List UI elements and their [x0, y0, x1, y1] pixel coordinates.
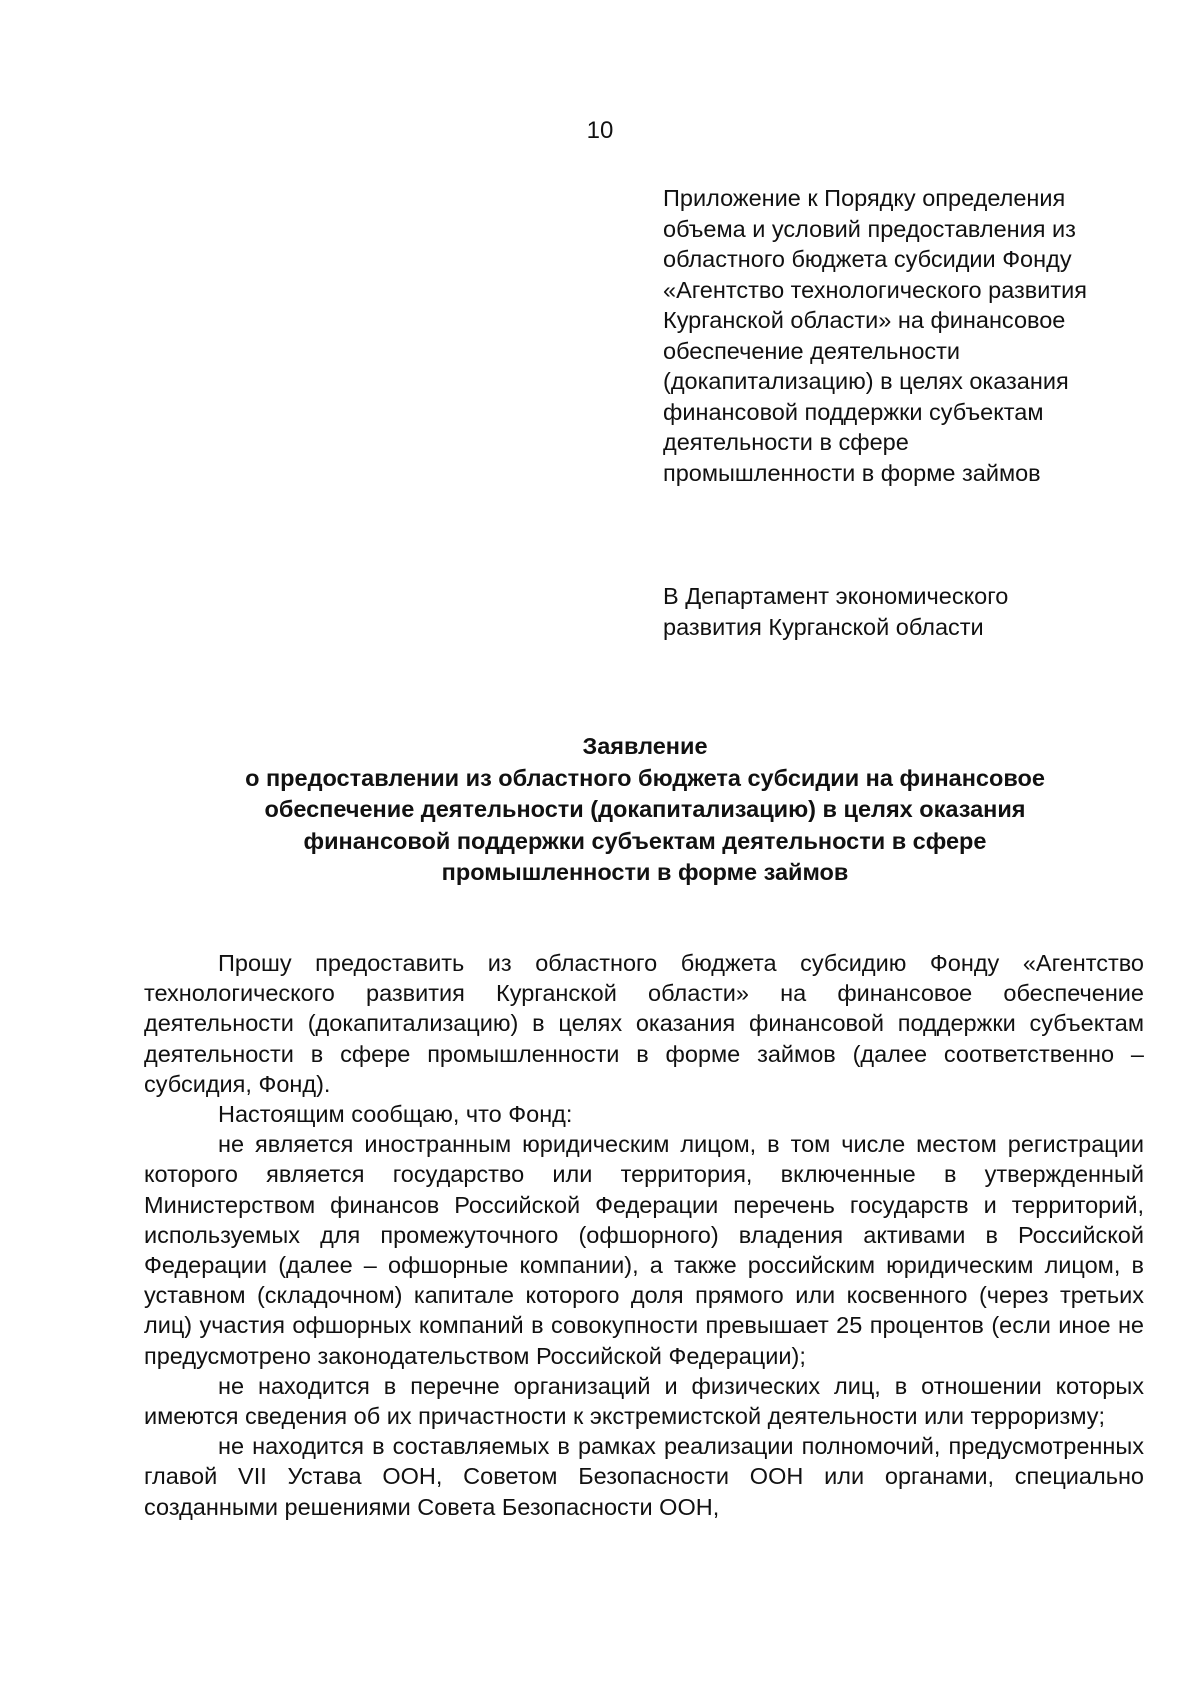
appendix-line: промышленности в форме займов: [663, 459, 1041, 486]
appendix-note: [663, 183, 1143, 488]
appendix-line: деятельности в сфере: [663, 429, 909, 455]
appendix-line: Приложение к Порядку определения: [663, 185, 1066, 211]
appendix-line: «Агентство технологического развития: [663, 276, 1087, 303]
appendix-line: обеспечение деятельности: [663, 337, 961, 364]
title-line: обеспечение деятельности (докапитализацию) в целях оказания: [264, 796, 1026, 822]
appendix-line: объема и условий предоставления из: [663, 215, 1076, 242]
body-paragraph: Прошу предоставить из областного бюджета субсидию Фонду «Агентство технологического развития Курганской области» на финансовое обеспечение деятельности (докапитализацию) в целях оказания финансовой поддержки субъектам деятельности в сфере промышленности в форме займов (далее соответственно – субсидия, Фонд).: [144, 950, 1144, 1097]
appendix-line: (докапитализацию) в целях оказания: [663, 368, 1069, 394]
body-paragraph: не находится в составляемых в рамках реализации полномочий, предусмотренных главой VII Устава ООН, Советом Безопасности ООН или органами, специально созданными решениями Совета Безопасности ООН,: [144, 1433, 1144, 1520]
title-line: финансовой поддержки субъектам деятельности в сфере: [303, 827, 987, 854]
appendix-line: финансовой поддержки субъектам: [663, 398, 1044, 425]
appendix-line: областного бюджета субсидии Фонду: [663, 246, 1072, 272]
body-text: [144, 948, 1144, 1522]
addressee-line: развития Курганской области: [663, 614, 984, 640]
body-paragraph: не находится в перечне организаций и физических лиц, в отношении которых имеются сведения об их причастности к экстремистской деятельности или терроризму;: [144, 1372, 1144, 1430]
body-paragraph: Настоящим сообщаю, что Фонд:: [218, 1101, 573, 1128]
addressee: [663, 581, 1143, 643]
title-line: промышленности в форме займов: [441, 859, 849, 885]
page-number: 10: [586, 117, 614, 144]
title-line: о предоставлении из областного бюджета субсидии на финансовое: [245, 764, 1045, 791]
addressee-line: В Департамент экономического: [663, 583, 1009, 609]
title-heading: Заявление: [582, 733, 708, 759]
document-title: [100, 731, 1190, 889]
appendix-line: Курганской области» на финансовое: [663, 307, 1066, 333]
body-paragraph: не является иностранным юридическим лицом, в том числе местом регистрации которого является государство или территория, включенные в утвержденный Министерством финансов Российской Федерации перечень государств и территорий, используемых для промежуточного (офшорного) владения активами в Российской Федерации (далее – офшорные компании), а также российским юридическим лицом, в уставном (складочном) капитале которого доля прямого или косвенного (через третьих лиц) участия офшорных компаний в совокупности превышает 25 процентов (если иное не предусмотрено законодательством Российской Федерации);: [144, 1131, 1144, 1369]
